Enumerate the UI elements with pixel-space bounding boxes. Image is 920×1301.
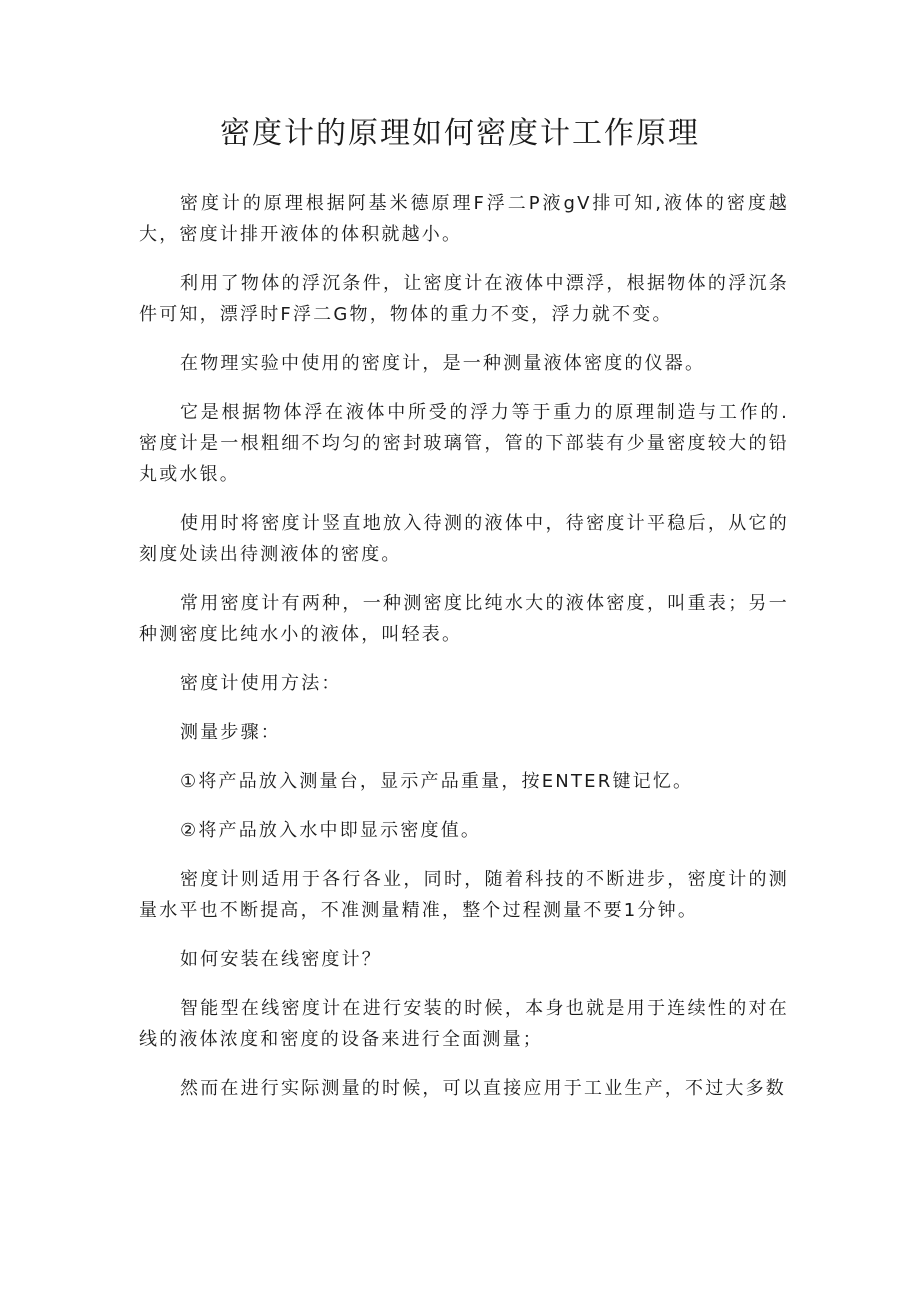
document-title: 密度计的原理如何密度计工作原理 [220, 116, 700, 151]
paragraph: 它是根据物体浮在液体中所受的浮力等于重力的原理制造与工作的.密度计是一根粗细不均匀的密封玻璃管，管的下部装有少量密度较大的铅丸或水银。 [139, 402, 789, 485]
paragraph: 常用密度计有两种，一种测密度比纯水大的液体密度，叫重表；另一种测密度比纯水小的液体，叫轻表。 [139, 593, 789, 645]
step-item: ①将产品放入测量台，显示产品重量，按ENTER键记忆。 [180, 771, 694, 792]
paragraph: 然而在进行实际测量的时候，可以直接应用于工业生产，不过大多数 [180, 1078, 786, 1099]
paragraph: 使用时将密度计竖直地放入待测的液体中，待密度计平稳后，从它的刻度处读出待测液体的密度。 [139, 513, 789, 565]
paragraph: 利用了物体的浮沉条件，让密度计在液体中漂浮，根据物体的浮沉条件可知，漂浮时F浮二G物，物体的重力不变，浮力就不变。 [139, 273, 789, 325]
paragraph: 在物理实验中使用的密度计，是一种测量液体密度的仪器。 [180, 353, 706, 374]
paragraph: 密度计的原理根据阿基米德原理F浮二P液gV排可知,液体的密度越大，密度计排开液体的体积就越小。 [139, 193, 789, 245]
section-heading-usage: 密度计使用方法： [180, 673, 342, 694]
document-body [139, 188, 789, 1122]
paragraph: 智能型在线密度计在进行安装的时候，本身也就是用于连续性的对在线的液体浓度和密度的设备来进行全面测量； [139, 998, 789, 1050]
section-heading-steps: 测量步骤： [180, 722, 281, 743]
section-heading-install: 如何安装在线密度计？ [180, 949, 382, 970]
step-item: ②将产品放入水中即显示密度值。 [180, 820, 482, 841]
paragraph: 密度计则适用于各行各业，同时，随着科技的不断进步，密度计的测量水平也不断提高，不准测量精准，整个过程测量不要1分钟。 [139, 869, 789, 921]
